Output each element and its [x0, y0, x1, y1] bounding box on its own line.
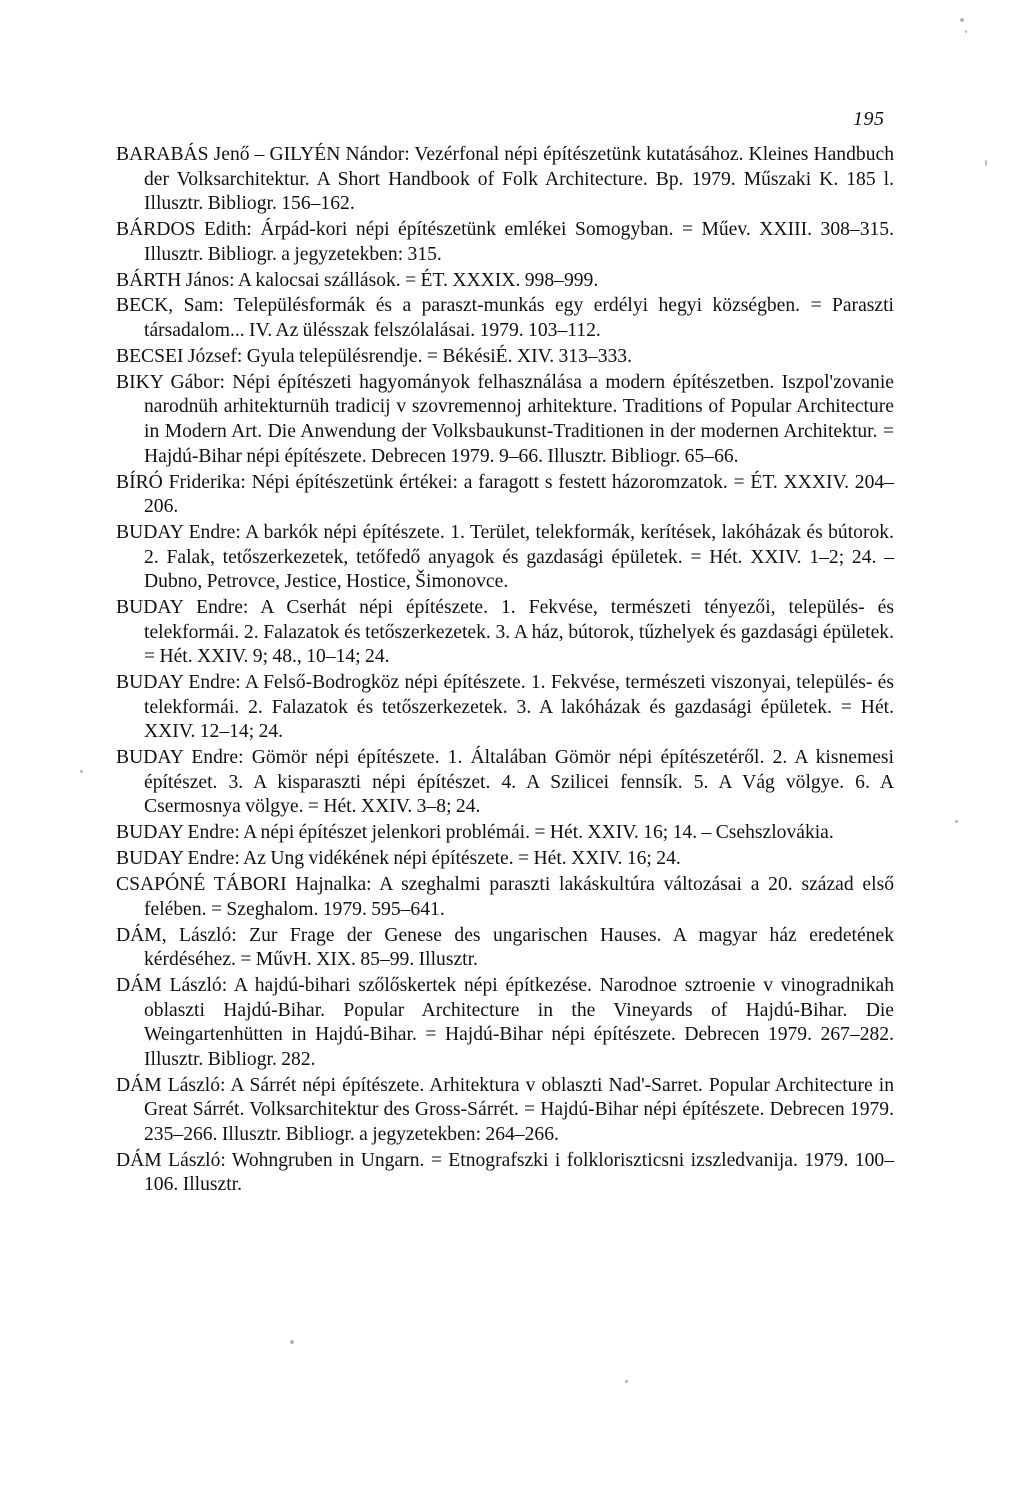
bibliography-entry: BÁRTH János: A kalocsai szállások. = ÉT. XXXIX. 998–999.	[116, 269, 599, 291]
bibliography-entry: BÁRDOS Edith: Árpád-kori népi építészetünk emlékei Somogyban. = Műev. XXIII. 308–315. Illusztr. Bibliogr. a jegyzetekben: 315.	[116, 219, 894, 265]
scan-speck	[625, 1380, 628, 1383]
bibliography-entry: CSAPÓNÉ TÁBORI Hajnalka: A szeghalmi paraszti lakáskultúra változásai a 20. század első felében. = Szeghalom. 1979. 595–641.	[116, 874, 894, 920]
bibliography-entry: BUDAY Endre: Az Ung vidékének népi építészete. = Hét. XXIV. 16; 24.	[116, 848, 681, 870]
scan-speck	[290, 1340, 294, 1344]
scan-speck	[960, 18, 964, 22]
bibliography-entry: BECK, Sam: Településformák és a paraszt-munkás egy erdélyi hegyi községben. = Paraszti társadalom... IV. Az ülésszak felszólalásai. 1979. 103–112.	[116, 295, 894, 342]
bibliography-entry: DÁM László: Wohngruben in Ungarn. = Etnografszki i folkloriszticsni izszledvanija. 1979. 100–106. Illusztr.	[116, 1149, 894, 1196]
scan-speck	[955, 820, 958, 823]
bibliography-entry: BIKY Gábor: Népi építészeti hagyományok felhasználása a modern építészetben. Iszpol'zovanie narodnüh arhitekturnüh tradicij v szovremennoj arhitekture. Traditions of Popular Architecture in Modern Art. Die Anwendung der Volksbaukunst-Traditionen in der modernen Architektur. = Hajdú-Bihar népi építészete. Debrecen 1979. 9–66. Illusztr. Bibliogr. 65–66.	[116, 371, 894, 467]
bibliography-entry: BUDAY Endre: A népi építészet jelenkori problémái. = Hét. XXIV. 16; 14. – Csehszlovákia.	[116, 822, 834, 844]
bibliography-entry: BUDAY Endre: A Cserhát népi építészete. 1. Fekvése, természeti tényezői, település- és telekformái. 2. Falazatok és tetőszerkezetek. 3. A ház, bútorok, tűzhelyek és gazdasági épületek. = Hét. XXIV. 9; 48., 10–14; 24.	[116, 597, 894, 668]
bibliography-entry: DÁM, László: Zur Frage der Genese des ungarischen Hauses. A magyar ház eredetének kérdéséhez. = MűvH. XIX. 85–99. Illusztr.	[116, 924, 894, 971]
bibliography-entry: DÁM László: A hajdú-bihari szőlőskertek népi építkezése. Narodnoe sztroenie v vinogradnikah oblaszti Hajdú-Bihar. Popular Architecture in the Vineyards of Hajdú-Bihar. Die Weingartenhütten in Hajdú-Bihar. = Hajdú-Bihar népi építészete. Debrecen 1979. 267–282. Illusztr. Bibliogr. 282.	[116, 975, 894, 1070]
bibliography-list	[116, 143, 894, 1199]
page-number: 195	[853, 108, 885, 130]
bibliography-entry: BECSEI József: Gyula településrendje. = BékésiÉ. XIV. 313–333.	[116, 345, 632, 367]
scan-speck	[80, 770, 83, 773]
bibliography-entry: BUDAY Endre: A Felső-Bodrogköz népi építészete. 1. Fekvése, természeti viszonyai, település- és telekformái. 2. Falazatok és tetőszerkezetek. 3. A lakóházak és gazdasági épületek. = Hét. XXIV. 12–14; 24.	[116, 672, 894, 743]
scan-speck	[985, 160, 987, 166]
bibliography-entry: DÁM László: A Sárrét népi építészete. Arhitektura v oblaszti Nad'-Sarret. Popular Architecture in Great Sárrét. Volksarchitektur des Gross-Sárrét. = Hajdú-Bihar népi építészete. Debrecen 1979. 235–266. Illusztr. Bibliogr. a jegyzetekben: 264–266.	[116, 1074, 894, 1145]
bibliography-entry: BARABÁS Jenő – GILYÉN Nándor: Vezérfonal népi építészetünk kutatásához. Kleines Handbuch der Volksarchitektur. A Short Handbook of Folk Architecture. Bp. 1979. Műszaki K. 185 l. Illusztr. Bibliogr. 156–162.	[116, 144, 894, 215]
bibliography-entry: BUDAY Endre: A barkók népi építészete. 1. Terület, telekformák, kerítések, lakóházak és bútorok. 2. Falak, tetőszerkezetek, tetőfedő anyagok és gazdasági épületek. = Hét. XXIV. 1–2; 24. – Dubno, Petrovce, Jestice, Hostice, Šimonovce.	[116, 521, 894, 593]
bibliography-entry: BUDAY Endre: Gömör népi építészete. 1. Általában Gömör népi építészetéről. 2. A kisnemesi építészet. 3. A kisparaszti népi építészet. 4. A Szilicei fennsík. 5. A Vág völgye. 6. A Csermosnya völgye. = Hét. XXIV. 3–8; 24.	[116, 747, 894, 818]
bibliography-entry: BÍRÓ Friderika: Népi építészetünk értékei: a faragott s festett házoromzatok. = ÉT. XXXIV. 204–206.	[116, 471, 894, 518]
scan-speck	[965, 30, 967, 33]
